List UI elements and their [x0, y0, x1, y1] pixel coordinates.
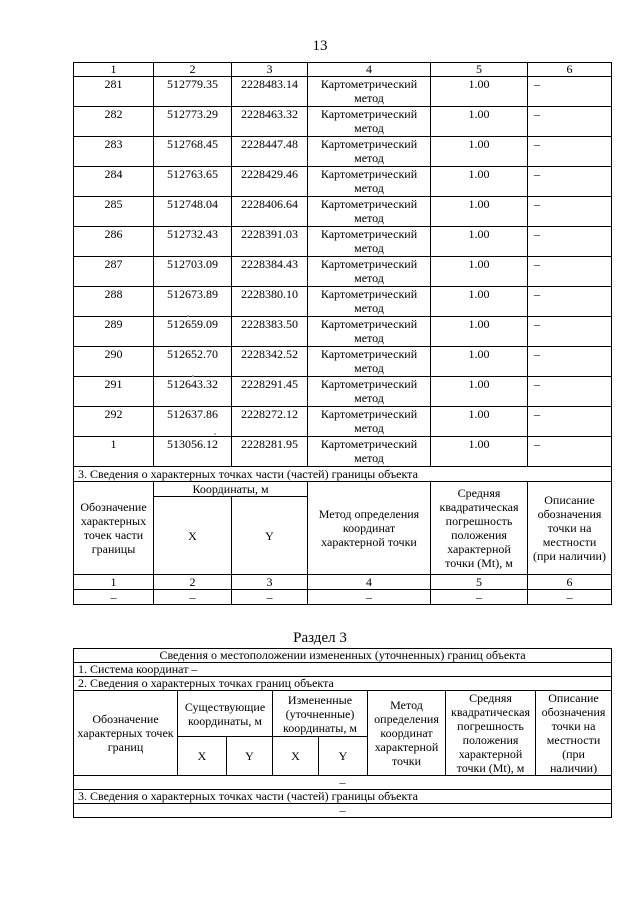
x-coordinate: 512643.32 [154, 377, 232, 407]
description-header: Описание обозначения точки на местности (при наличии) [536, 691, 612, 776]
point-label-header: Обозначение характерных точек границ [74, 691, 178, 776]
coords-header: Координаты, м [154, 482, 308, 497]
accuracy: 1.00 [431, 437, 528, 467]
description: – [528, 107, 612, 137]
x-header: X [154, 497, 232, 575]
method: Картометрический метод [308, 347, 431, 377]
accuracy: 1.00 [431, 77, 528, 107]
y-coordinate: 2228447.48 [232, 137, 308, 167]
y-coordinate: 2228406.64 [232, 197, 308, 227]
method: Картометрический метод [308, 197, 431, 227]
description: – [528, 197, 612, 227]
method-header: Метод определения координат характерной точки [368, 691, 446, 776]
method: Картометрический метод [308, 317, 431, 347]
x-coordinate: 513056.12 [154, 437, 232, 467]
accuracy: 1.00 [431, 287, 528, 317]
page-number: 13 [312, 38, 328, 54]
x-coordinate: 512748.04 [154, 197, 232, 227]
section3-header-row [74, 482, 612, 497]
y-coordinate: 2228281.95 [232, 437, 308, 467]
scan-speck [187, 315, 189, 317]
x-header: X [178, 737, 227, 776]
description: – [528, 407, 612, 437]
table-row [74, 317, 612, 347]
y-coordinate: 2228383.50 [232, 317, 308, 347]
table-row [74, 287, 612, 317]
accuracy: 1.00 [431, 227, 528, 257]
point-number: 286 [74, 227, 154, 257]
table-row [74, 197, 612, 227]
section-title: Раздел 3 [293, 630, 347, 646]
description: – [528, 77, 612, 107]
method: Картометрический метод [308, 107, 431, 137]
section3-title-row [74, 467, 612, 482]
x-header: X [273, 737, 319, 776]
description: – [528, 377, 612, 407]
column-index: 6 [528, 63, 612, 77]
table2-title: Сведения о местоположении измененных (уточненных) границ объекта [74, 649, 612, 663]
coord-system: 1. Система координат – [74, 663, 612, 677]
point-number: 291 [74, 377, 154, 407]
description: – [528, 167, 612, 197]
accuracy: 1.00 [431, 407, 528, 437]
description: – [528, 227, 612, 257]
point-number: 288 [74, 287, 154, 317]
table-row [74, 107, 612, 137]
y-coordinate: 2228384.43 [232, 257, 308, 287]
point-label-header: Обозначение характерных точек части границы [74, 482, 154, 575]
empty-value: – [431, 590, 528, 605]
scan-speck [192, 375, 194, 377]
point-number: 281 [74, 77, 154, 107]
x-coordinate: 512703.09 [154, 257, 232, 287]
y-coordinate: 2228380.10 [232, 287, 308, 317]
point-number: 289 [74, 317, 154, 347]
method: Картометрический метод [308, 77, 431, 107]
table-row [74, 347, 612, 377]
column-index: 3 [232, 63, 308, 77]
method: Картометрический метод [308, 407, 431, 437]
point-number: 283 [74, 137, 154, 167]
y-header: Y [227, 737, 273, 776]
description: – [528, 317, 612, 347]
accuracy-header: Средняя квадратическая погрешность положения характерной точки (Mt), м [431, 482, 528, 575]
column-index: 2 [154, 63, 232, 77]
x-coordinate: 512773.29 [154, 107, 232, 137]
x-coordinate: 512768.45 [154, 137, 232, 167]
table-row [74, 137, 612, 167]
description: – [528, 287, 612, 317]
y-coordinate: 2228463.32 [232, 107, 308, 137]
x-coordinate: 512652.70 [154, 347, 232, 377]
description: – [528, 437, 612, 467]
changed-coords-header: Измененные (уточненные) координаты, м [273, 691, 368, 737]
table-row [74, 407, 612, 437]
table-header-row [74, 63, 612, 77]
point-number: 1 [74, 437, 154, 467]
accuracy: 1.00 [431, 347, 528, 377]
empty-value: – [154, 590, 232, 605]
description: – [528, 257, 612, 287]
y-header: Y [232, 497, 308, 575]
y-coordinate: 2228291.45 [232, 377, 308, 407]
parts-title: 3. Сведения о характерных точках части (частей) границы объекта [74, 790, 612, 804]
column-index: 6 [528, 575, 612, 590]
empty-value: – [528, 590, 612, 605]
accuracy: 1.00 [431, 107, 528, 137]
y-coordinate: 2228342.52 [232, 347, 308, 377]
section3-empty-row [74, 590, 612, 605]
x-coordinate: 512637.86 [154, 407, 232, 437]
column-index: 1 [74, 63, 154, 77]
table-row [74, 167, 612, 197]
accuracy: 1.00 [431, 377, 528, 407]
column-index: 4 [308, 575, 431, 590]
x-coordinate: 512763.65 [154, 167, 232, 197]
section3-title: 3. Сведения о характерных точках части (частей) границы объекта [74, 467, 612, 482]
point-number: 292 [74, 407, 154, 437]
y-coordinate: 2228483.14 [232, 77, 308, 107]
parts-empty-value: – [74, 804, 612, 818]
description: – [528, 137, 612, 167]
parts-empty-row [74, 804, 612, 818]
method: Картометрический метод [308, 287, 431, 317]
column-index: 5 [431, 63, 528, 77]
y-header: Y [319, 737, 368, 776]
x-coordinate: 512659.09 [154, 317, 232, 347]
points-title-row [74, 677, 612, 691]
y-coordinate: 2228429.46 [232, 167, 308, 197]
accuracy: 1.00 [431, 137, 528, 167]
point-number: 284 [74, 167, 154, 197]
table-row [74, 227, 612, 257]
point-number: 285 [74, 197, 154, 227]
column-index: 5 [431, 575, 528, 590]
point-number: 282 [74, 107, 154, 137]
description: – [528, 347, 612, 377]
x-coordinate: 512779.35 [154, 77, 232, 107]
scan-speck [214, 433, 216, 435]
accuracy: 1.00 [431, 257, 528, 287]
accuracy-header: Средняя квадратическая погрешность положения характерной точки (Mt), м [446, 691, 536, 776]
boundary-points-table [73, 62, 612, 605]
method: Картометрический метод [308, 227, 431, 257]
points-title: 2. Сведения о характерных точках границ объекта [74, 677, 612, 691]
table2-header-row [74, 691, 612, 737]
column-index: 1 [74, 575, 154, 590]
x-coordinate: 512673.89 [154, 287, 232, 317]
x-coordinate: 512732.43 [154, 227, 232, 257]
method: Картометрический метод [308, 437, 431, 467]
accuracy: 1.00 [431, 197, 528, 227]
empty-value: – [308, 590, 431, 605]
table-row [74, 77, 612, 107]
table-row [74, 377, 612, 407]
empty-row [74, 776, 612, 790]
empty-value: – [232, 590, 308, 605]
table-row [74, 257, 612, 287]
section3-index-row [74, 575, 612, 590]
column-index: 3 [232, 575, 308, 590]
method: Картометрический метод [308, 167, 431, 197]
method-header: Метод определения координат характерной точки [308, 482, 431, 575]
parts-title-row [74, 790, 612, 804]
y-coordinate: 2228391.03 [232, 227, 308, 257]
coord-system-row [74, 663, 612, 677]
description-header: Описание обозначения точки на местности (при наличии) [528, 482, 612, 575]
y-coordinate: 2228272.12 [232, 407, 308, 437]
column-index: 2 [154, 575, 232, 590]
column-index: 4 [308, 63, 431, 77]
table-row [74, 437, 612, 467]
accuracy: 1.00 [431, 167, 528, 197]
accuracy: 1.00 [431, 317, 528, 347]
changed-boundaries-table [73, 648, 612, 818]
method: Картометрический метод [308, 137, 431, 167]
method: Картометрический метод [308, 257, 431, 287]
existing-coords-header: Существующие координаты, м [178, 691, 273, 737]
point-number: 287 [74, 257, 154, 287]
table-title-row [74, 649, 612, 663]
empty-value: – [74, 776, 612, 790]
point-number: 290 [74, 347, 154, 377]
empty-value: – [74, 590, 154, 605]
method: Картометрический метод [308, 377, 431, 407]
